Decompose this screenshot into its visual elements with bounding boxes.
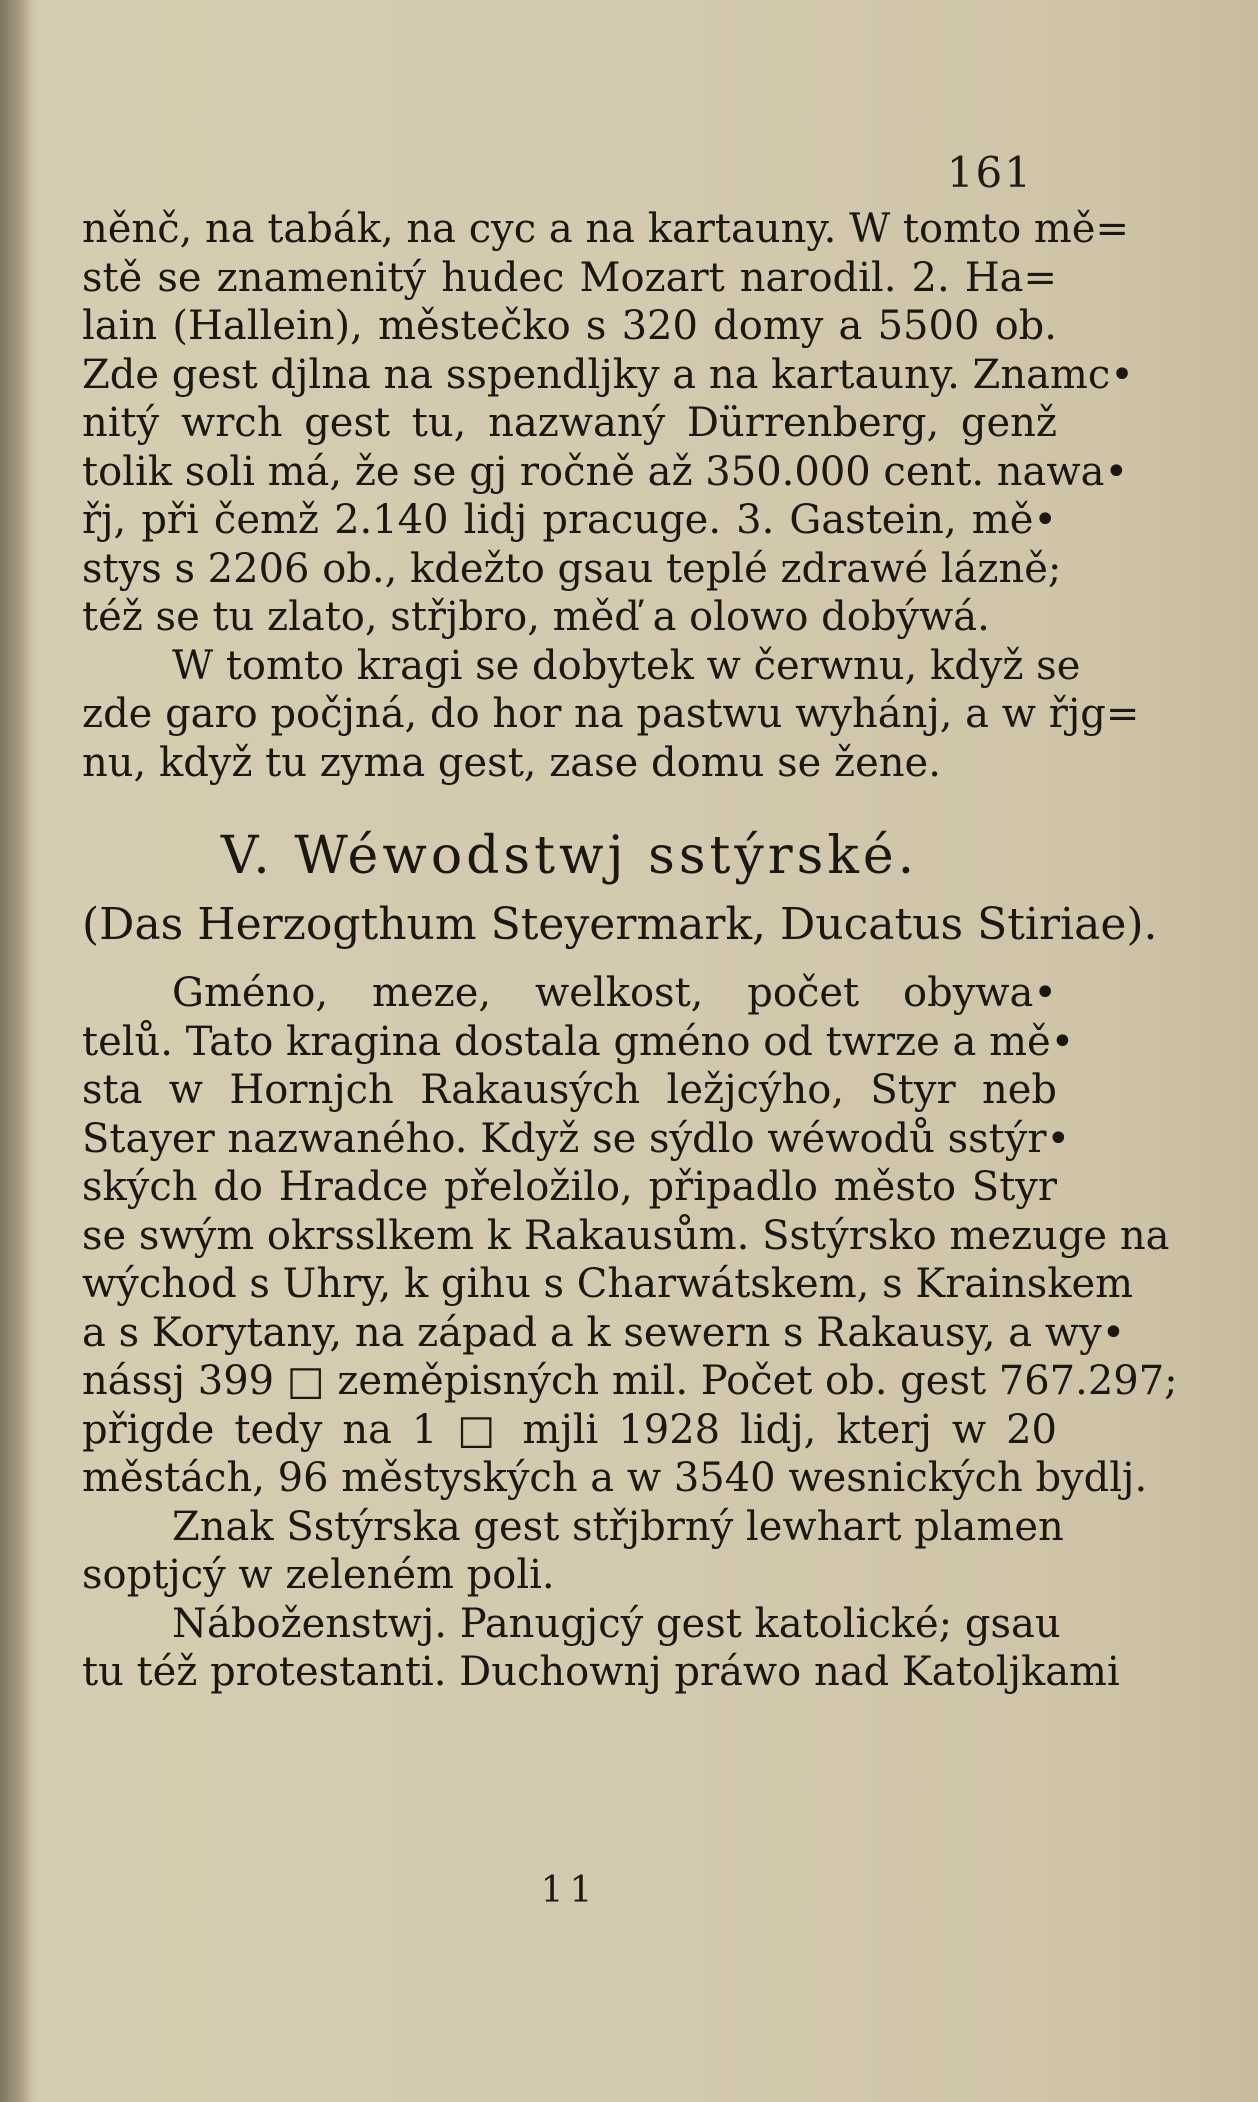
text-line: řj, při čemž 2.140 lidj pracuge. 3. Gastein, mě• — [82, 497, 1057, 543]
text-line: stys s 2206 ob., kdežto gsau teplé zdrawé lázně; — [82, 545, 1062, 592]
text-line: tolik soli má, že se gj ročně až 350.000 cent. nawa• — [82, 448, 1129, 495]
text-line: městách, 96 městyských a w 3540 wesnických bydlj. — [82, 1455, 1148, 1501]
text-line: nitý wrch gest tu, nazwaný Dürrenberg, genž — [82, 400, 1057, 446]
text-line: wýchod s Uhry, k gihu s Charwátskem, s Krainskem — [82, 1261, 1134, 1307]
text-line: stě se znamenitý hudec Mozart narodil. 2. Ha= — [82, 254, 1057, 301]
text-line: lain (Hallein), městečko s 320 domy a 5500 ob. — [82, 303, 1057, 349]
text-line: Gméno, meze, welkost, počet obywa• — [172, 970, 1057, 1016]
text-line: něnč, na tabák, na cyc a na kartauny. W tomto mě= — [82, 206, 1129, 252]
text-line: sta w Hornjch Rakausých ležjcýho, Styr neb — [82, 1067, 1057, 1113]
text-line: a s Korytany, na západ a k sewern s Rakausy, a wy• — [82, 1309, 1126, 1356]
text-line: Stayer nazwaného. Když se sýdlo wéwodů sstýr• — [82, 1115, 1071, 1162]
page-text — [82, 205, 1178, 1697]
text-line: soptjcý w zeleném poli. — [82, 1552, 555, 1598]
section-subheading: (Das Herzogthum Steyermark, Ducatus Stiriae). — [82, 899, 1158, 950]
page-number: 161 — [946, 148, 1033, 197]
text-line: W tomto kragi se dobytek w čerwnu, když se — [172, 642, 1081, 689]
paragraph-3 — [82, 969, 1178, 1503]
text-line: Náboženstwj. Panugjcý gest katolické; gsau — [172, 1600, 1061, 1647]
text-line: telů. Tato kragina dostala gméno od twrze a mě• — [82, 1018, 1075, 1065]
paragraph-1 — [82, 205, 1134, 642]
text-line: nu, když tu zyma gest, zase domu se žene. — [82, 739, 941, 786]
section-heading: V. Wéwodstwj sstýrské. — [220, 826, 919, 886]
text-line: tu též protestanti. Duchownj práwo nad Katoljkami — [82, 1649, 1120, 1695]
paragraph-5 — [82, 1600, 1120, 1697]
paragraph-4 — [82, 1503, 1064, 1600]
text-line: přigde tedy na 1 □ mjli 1928 lidj, kterj w 20 — [82, 1406, 1057, 1453]
text-line: též se tu zlato, střjbro, měď a olowo dobýwá. — [82, 594, 990, 640]
text-line: Znak Sstýrska gest střjbrný lewhart plamen — [172, 1503, 1064, 1550]
spacer — [82, 787, 1057, 811]
text-line: ských do Hradce přeložilo, připadlo město Styr — [82, 1164, 1057, 1210]
paragraph-2 — [82, 642, 1140, 788]
printer-signature-mark: 11 — [540, 1870, 599, 1911]
text-line: zde garo počjná, do hor na pastwu wyhánj, a w řjg= — [82, 691, 1140, 737]
page-gutter-shadow — [0, 0, 32, 2102]
text-line: se swým okrsslkem k Rakausům. Sstýrsko mezuge na — [82, 1212, 1170, 1259]
text-line: Zde gest djlna na sspendljky a na kartauny. Znamc• — [82, 351, 1134, 398]
text-line: nássj 399 □ zeměpisných mil. Počet ob. gest 767.297; — [82, 1358, 1178, 1404]
